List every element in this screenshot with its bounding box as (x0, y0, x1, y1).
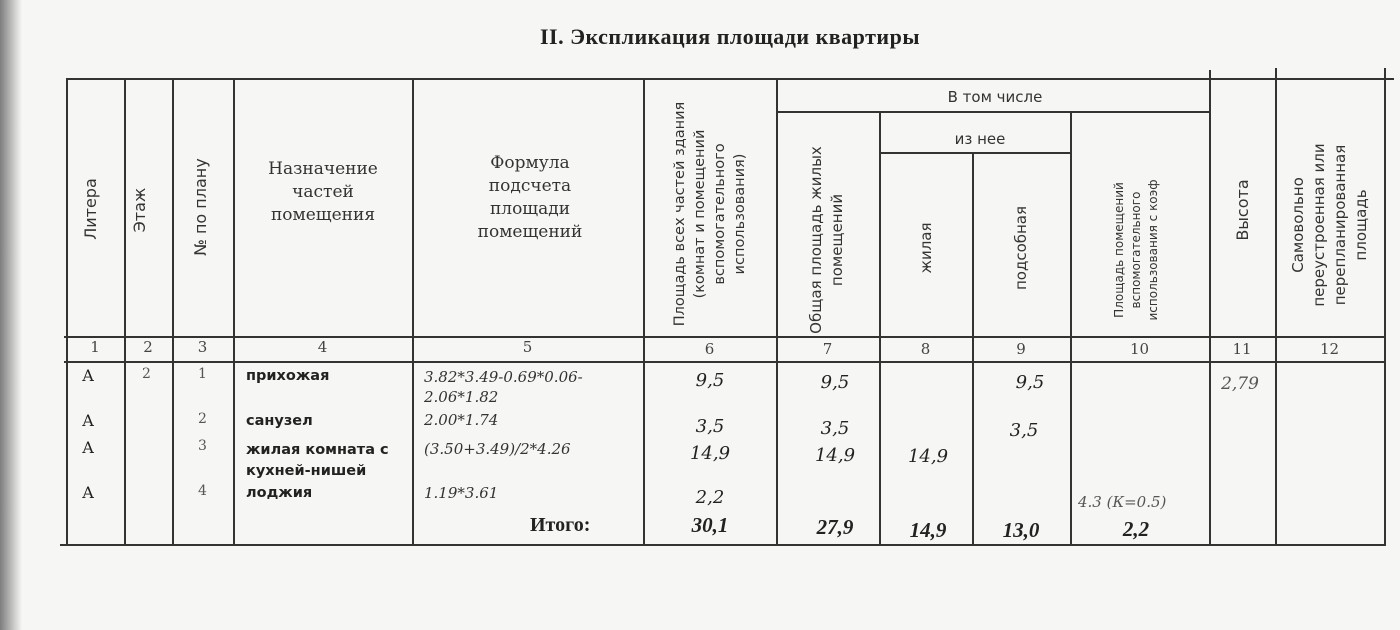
row1-no: 1 (198, 366, 207, 382)
row4-name: лоджия (246, 485, 313, 501)
rule-numbers-bottom (64, 361, 1386, 363)
col-number: 10 (1129, 340, 1150, 358)
total-general: 27,9 (816, 515, 854, 539)
col-number: 1 (90, 338, 100, 356)
header-v-tom-chisle: В том числе (947, 88, 1043, 106)
col-number: 7 (822, 340, 833, 358)
col-number: 4 (317, 338, 328, 356)
row1-aux: 9,5 (1015, 372, 1045, 393)
col-number: 8 (920, 340, 931, 358)
row1-name: прихожая (246, 368, 330, 384)
total-area-all: 30,1 (691, 513, 729, 537)
total-aux: 13,0 (1002, 518, 1040, 542)
document-title: II. Экспликация площади квартиры (539, 24, 921, 49)
rule-col-3 (233, 78, 235, 544)
total-label: Итого: (530, 514, 591, 536)
row3-area-all: 14,9 (689, 443, 731, 464)
row4-no: 4 (198, 483, 207, 499)
rule-col-2 (172, 78, 174, 544)
header-naznachenie: Назначение частей помещения (268, 159, 378, 225)
rule-col-left (66, 78, 68, 544)
row4-vspom: 4.3 (К=0.5) (1078, 493, 1167, 511)
row1-formula: 3.82*3.49-0.69*0.06-2.06*1.82 (424, 368, 583, 406)
rule-col-10 (1209, 70, 1211, 544)
header-vspomogat: Площадь помещений вспомогательного использования с коэф (1111, 179, 1160, 321)
total-vspom: 2,2 (1122, 517, 1150, 541)
col-number: 5 (522, 338, 533, 356)
col-number: 11 (1232, 340, 1252, 358)
row4-formula: 1.19*3.61 (424, 484, 499, 502)
header-litera: Литера (80, 178, 100, 240)
row1-general: 9,5 (820, 372, 850, 393)
row1-area-all: 9,5 (695, 370, 725, 391)
row2-name: санузел (246, 413, 313, 429)
col-number: 3 (197, 338, 208, 356)
rule-iz-nee (880, 152, 1070, 154)
header-ploshchad-vsekh: Площадь всех частей здания (комнат и помещений вспомогательного использования) (672, 101, 748, 327)
rule-table-bottom (60, 544, 1386, 546)
row2-aux: 3,5 (1009, 420, 1039, 441)
rule-col-7 (879, 111, 881, 544)
row2-no: 2 (198, 411, 207, 427)
header-etazh: Этаж (129, 187, 149, 233)
row3-no: 3 (198, 438, 207, 454)
row2-area-all: 3,5 (695, 416, 725, 437)
header-iz-nee: из нее (954, 130, 1006, 148)
row3-litera: А (82, 438, 95, 457)
rule-v-tom-chisle (776, 111, 1209, 113)
header-vysota: Высота (1232, 179, 1252, 241)
row4-litera: А (82, 483, 95, 502)
row1-litera: А (82, 366, 95, 385)
row3-formula: (3.50+3.49)/2*4.26 (424, 440, 571, 458)
row3-name: жилая комната с кухней-нишей (246, 442, 389, 479)
col-number: 9 (1016, 340, 1026, 358)
header-podsobnaya: подсобная (1012, 205, 1030, 291)
header-formula: Формула подсчета площади помещений (477, 153, 583, 242)
rule-top (66, 78, 1394, 80)
row2-formula: 2.00*1.74 (424, 411, 499, 429)
row3-living: 14,9 (907, 446, 949, 467)
col-number: 6 (704, 340, 715, 358)
rule-col-9 (1070, 111, 1072, 544)
col-number: 12 (1319, 340, 1340, 358)
header-samovolno: Самовольно переустроенная или перепланированная площадь (1289, 143, 1370, 307)
header-no-po-planu: № по плану (190, 158, 210, 256)
header-obshchaya: Общая площадь жилых помещений (807, 146, 846, 334)
row1-etazh: 2 (142, 366, 151, 382)
row4-area-all: 2,2 (695, 487, 725, 508)
row1-height: 2,79 (1221, 374, 1259, 394)
rule-col-4 (412, 78, 414, 544)
header-zhilaya: жилая (917, 222, 935, 274)
col-number: 2 (143, 338, 153, 356)
row3-general: 14,9 (814, 445, 856, 466)
row2-general: 3,5 (820, 418, 850, 439)
row2-litera: А (82, 411, 95, 430)
total-living: 14,9 (909, 518, 947, 542)
